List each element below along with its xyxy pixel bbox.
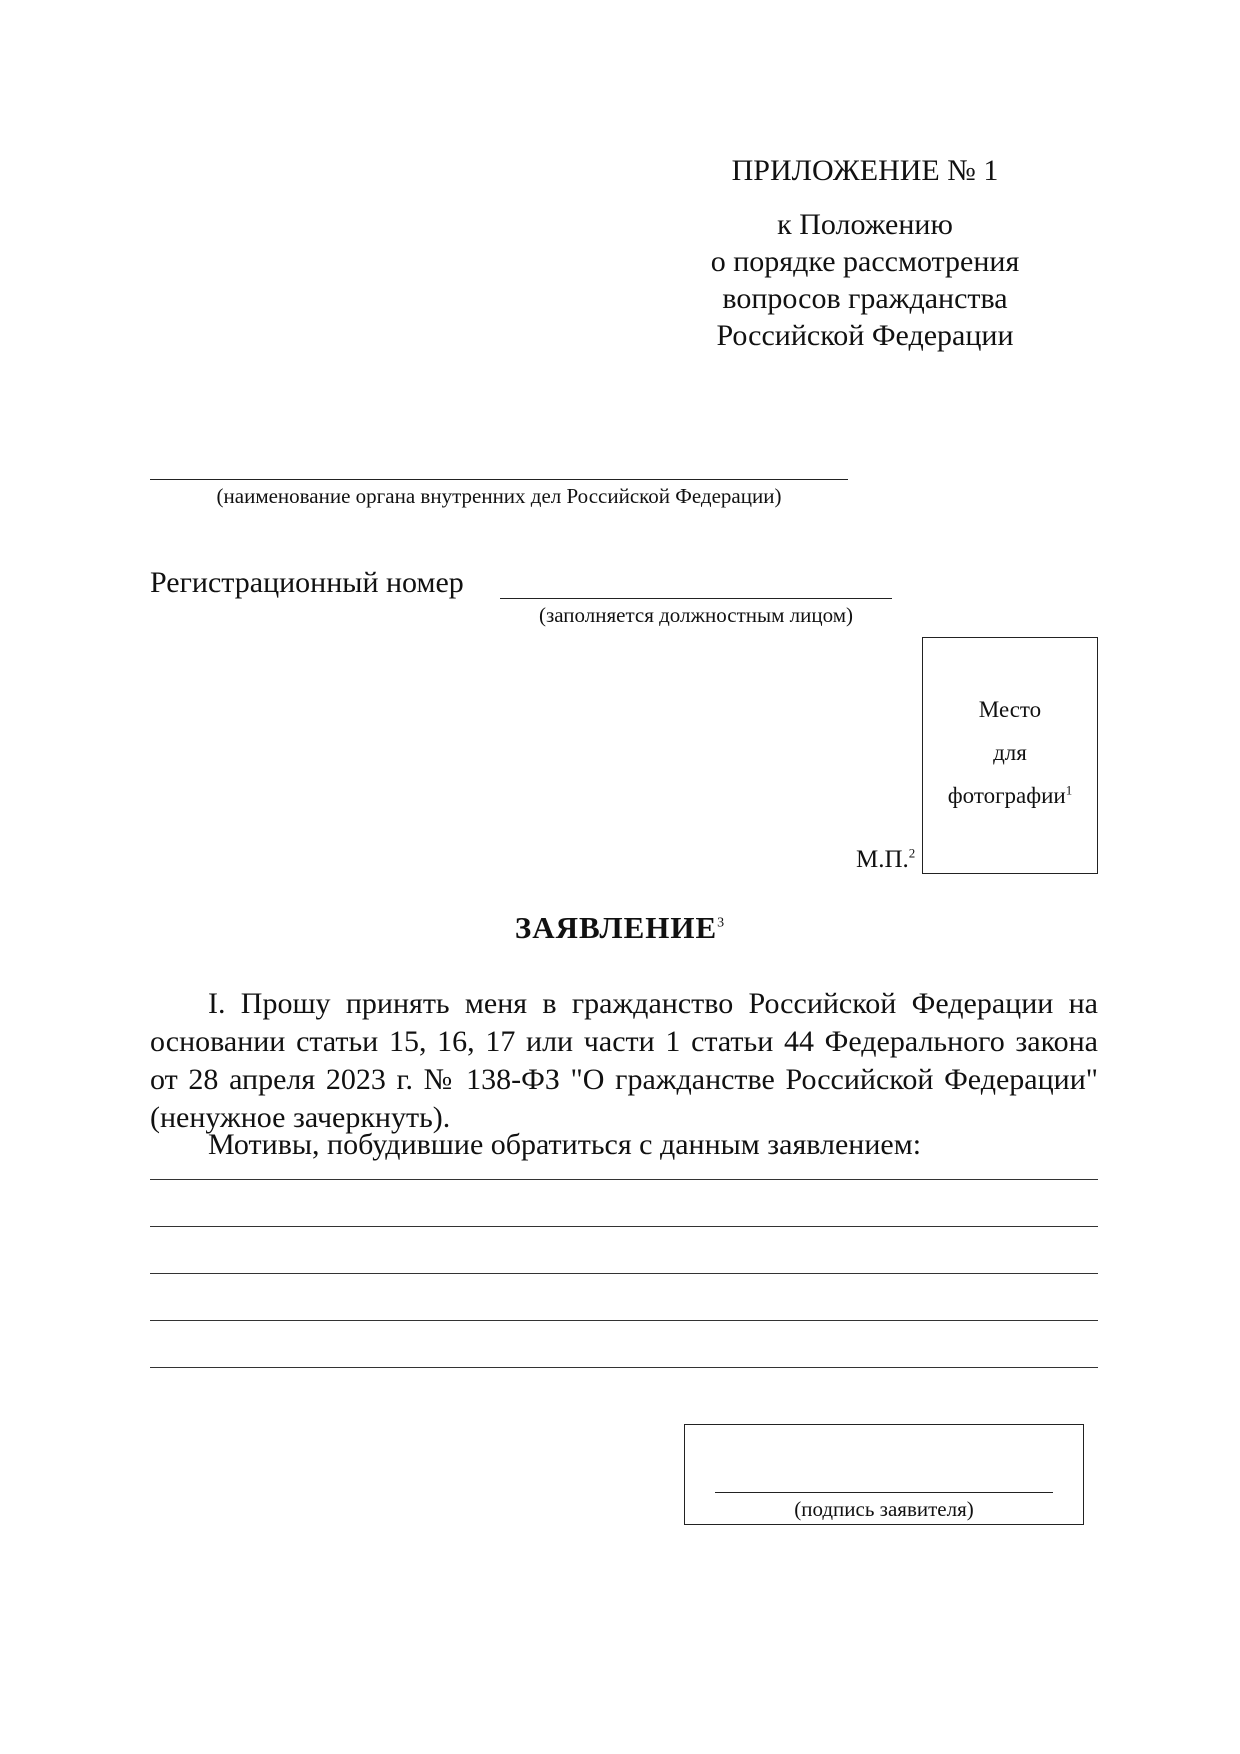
photo-line-3-text: фотографии [947,783,1066,808]
registration-number-field[interactable] [500,598,892,599]
statement-title-text: ЗАЯВЛЕНИЕ [514,910,718,945]
appendix-number: ПРИЛОЖЕНИЕ № 1 [731,154,999,187]
seal-label-text: М.П. [856,846,909,873]
appendix-line-1: к Положению [777,208,953,241]
photo-footnote-mark: 1 [1065,782,1073,798]
signature-field[interactable] [715,1492,1053,1493]
motives-label: Мотивы, побудившие обратиться с данным заявлением: [208,1128,922,1161]
appendix-line-2: о порядке рассмотрения [710,245,1020,278]
appendix-line-3: вопросов гражданства [722,282,1008,315]
photo-placeholder-text [923,688,1097,817]
registration-number-label: Регистрационный номер [150,566,464,599]
appendix-line-4: Российской Федерации [716,319,1014,352]
authority-name-field[interactable] [150,479,848,480]
photo-line-3 [923,774,1097,817]
statement-footnote-mark: 3 [717,915,726,931]
photo-line-2: для [993,740,1027,765]
statement-paragraph: I. Прошу принять меня в гражданство Российской Федерации на основании статьи 15, 16, 17 или части 1 статьи 44 Федерального закона от 28 апреля 2023 г. № 138-ФЗ "О гражданстве Российской Федерации" (ненужное зачеркнуть). [150,987,1098,1134]
seal-place-label [856,846,915,874]
authority-name-caption: (наименование органа внутренних дел Российской Федерации) [216,484,782,508]
signature-caption: (подпись заявителя) [794,1497,974,1521]
motives-line-5[interactable] [150,1367,1098,1368]
motives-line-2[interactable] [150,1226,1098,1227]
seal-footnote-mark: 2 [908,845,916,861]
motives-line-4[interactable] [150,1320,1098,1321]
statement-title [0,910,1240,946]
appendix-reference [650,206,1080,354]
photo-placeholder-box [922,637,1098,874]
registration-number-caption: (заполняется должностным лицом) [538,603,854,627]
signature-box [684,1424,1084,1525]
photo-line-1: Место [978,697,1042,722]
motives-line-3[interactable] [150,1273,1098,1274]
motives-line-1[interactable] [150,1179,1098,1180]
